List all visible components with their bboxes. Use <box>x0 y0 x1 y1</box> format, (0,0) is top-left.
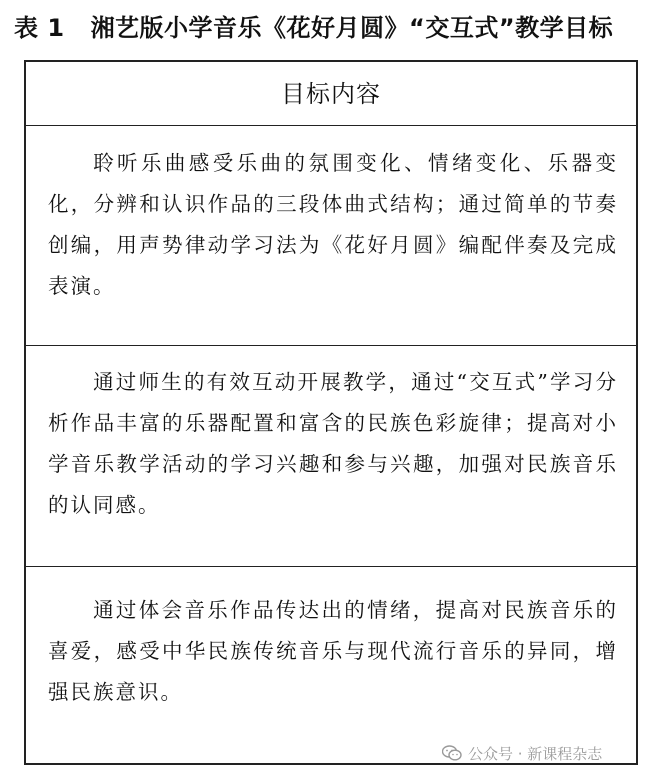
table-row: 通过体会音乐作品传达出的情绪，提高对民族音乐的喜爱，感受中华民族传统音乐与现代流行音乐的异同，增强民族意识。 <box>48 598 618 704</box>
table-title: 湘艺版小学音乐《花好月圆》“交互式”教学目标 <box>90 14 614 42</box>
objectives-table <box>24 60 638 765</box>
watermark <box>442 740 602 766</box>
table-row: 聆听乐曲感受乐曲的氛围变化、情绪变化、乐器变化，分辨和认识作品的三段体曲式结构；通过简单的节奏创编，用声势律动学习法为《花好月圆》编配伴奏及完成表演。 <box>26 143 636 346</box>
table-number: 表 1 <box>14 14 65 42</box>
table-header: 目标内容 <box>26 62 636 126</box>
wechat-icon <box>442 745 462 761</box>
watermark-text: 公众号 · 新课程杂志 <box>468 744 603 763</box>
table-caption <box>14 8 654 48</box>
table-row: 通过师生的有效互动开展教学，通过“交互式”学习分析作品丰富的乐器配置和富含的民族色彩旋律；提高对小学音乐教学活动的学习兴趣和参与兴趣，加强对民族音乐的认同感。 <box>26 362 636 567</box>
